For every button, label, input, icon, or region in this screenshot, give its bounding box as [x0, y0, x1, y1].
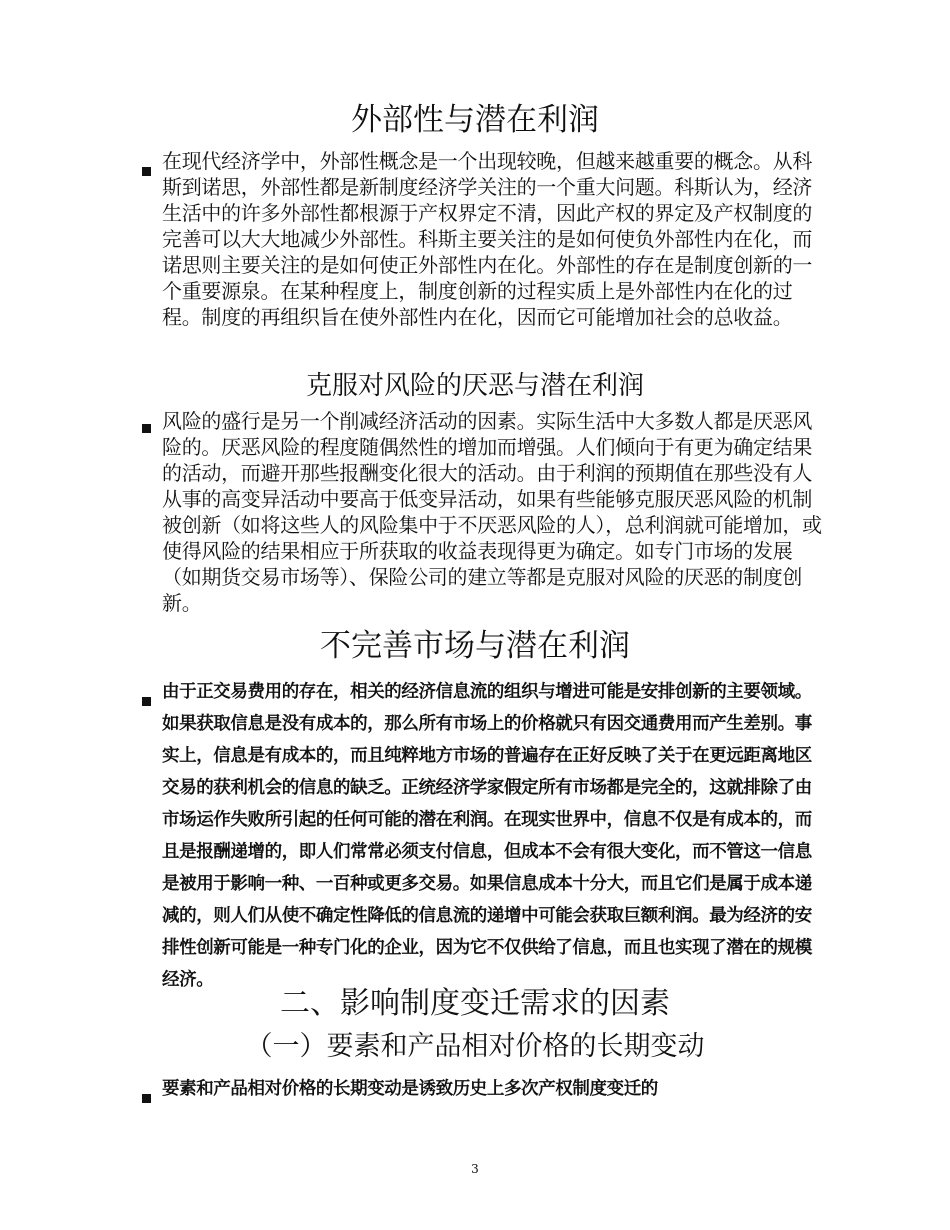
paragraph-relative-prices: 要素和产品相对价格的长期变动是诱致历史上多次产权制度变迁的	[162, 1079, 658, 1099]
heading-relative-prices: （一）要素和产品相对价格的长期变动	[245, 1031, 705, 1062]
heading-demand-factors: 二、影响制度变迁需求的因素	[280, 986, 670, 1021]
heading-risk-aversion: 克服对风险的厌恶与潜在利润	[305, 371, 644, 401]
bullet-icon	[142, 167, 151, 176]
paragraph-risk-aversion: 风险的盛行是另一个削减经济活动的因素。实际生活中大多数人都是厌恶风险的。厌恶风险的程度随偶然性的增加而增强。人们倾向于有更为确定结果的活动，而避开那些报酬变化很大的活动。由于利润的预期值在那些没有人从事的高变异活动中要高于低变异活动，如果有些能够克服厌恶风险的机制被创新（如将这些人的风险集中于不厌恶风险的人），总利润就可能增加，或使得风险的结果相应于所获取的收益表现得更为确定。如专门市场的发展（如期货交易市场等）、保险公司的建立等都是克服对风险的厌恶的制度创新。	[162, 409, 822, 615]
page-number: 3	[471, 1162, 479, 1176]
paragraph-imperfect-market: 由于正交易费用的存在，相关的经济信息流的组织与增进可能是安排创新的主要领域。如果获取信息是没有成本的，那么所有市场上的价格就只有因交通费用而产生差别。事实上，信息是有成本的，而且纯粹地方市场的普遍存在正好反映了关于在更远距离地区交易的获利机会的信息的缺乏。正统经济学家假定所有市场都是完全的，这就排除了由市场运作失败所引起的任何可能的潜在利润。在现实世界中，信息不仅是有成本的，而且是报酬递增的，即人们常常必须支付信息，但成本不会有很大变化，而不管这一信息是被用于影响一种、一百种或更多交易。如果信息成本十分大，而且它们是属于成本递减的，则人们从使不确定性降低的信息流的递增中可能会获取巨额利润。最为经济的安排性创新可能是一种专门化的企业，因为它不仅供给了信息，而且也实现了潜在的规模经济。	[162, 682, 812, 990]
bullet-icon	[142, 1094, 151, 1103]
bullet-icon	[142, 697, 151, 706]
heading-imperfect-market: 不完善市场与潜在利润	[320, 628, 630, 664]
heading-externality: 外部性与潜在利润	[351, 102, 599, 138]
bullet-icon	[142, 424, 151, 433]
paragraph-externality: 在现代经济学中，外部性概念是一个出现较晚，但越来越重要的概念。从科斯到诺思，外部性都是新制度经济学关注的一个重大问题。科斯认为，经济生活中的许多外部性都根源于产权界定不清，因此产权的界定及产权制度的完善可以大大地减少外部性。科斯主要关注的是如何使负外部性内在化，而诺思则主要关注的是如何使正外部性内在化。外部性的存在是制度创新的一个重要源泉。在某种程度上，制度创新的过程实质上是外部性内在化的过程。制度的再组织旨在使外部性内在化，因而它可能增加社会的总收益。	[162, 149, 813, 329]
